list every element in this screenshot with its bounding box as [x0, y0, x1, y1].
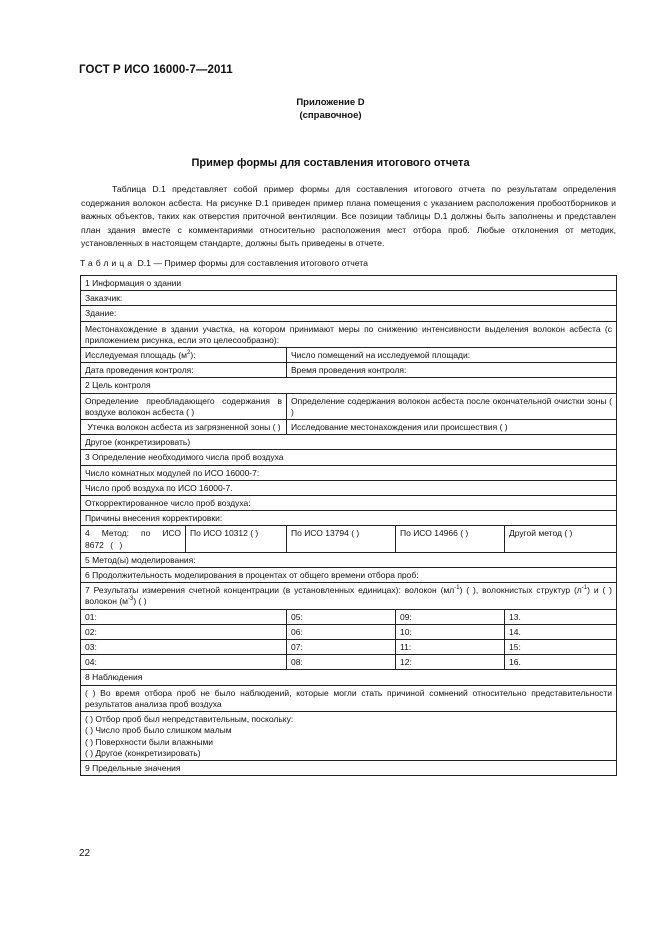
building-field[interactable]: Здание: [81, 306, 617, 321]
s7-sup-1: -1 [454, 585, 460, 592]
result-cell[interactable]: 15: [505, 640, 617, 655]
method-iso-8672-option[interactable]: 4 Метод: по ИСО 8672 ( ) [81, 526, 186, 552]
s7-text-1: 7 Результаты измерения счетной концентрации (в установленных единицах): волокон (мл [85, 585, 455, 596]
report-form-table [80, 275, 617, 776]
table-row [81, 640, 617, 655]
table-row [81, 393, 617, 419]
goal-other-field[interactable]: Другое (конкретизировать) [81, 435, 617, 450]
table-row [81, 276, 617, 291]
s9-heading: 9 Предельные значения [81, 760, 617, 775]
table-row [81, 363, 617, 378]
s6-heading[interactable]: 6 Продолжительность моделирования в процентах от общего времени отбора проб: [81, 568, 617, 583]
table-row [81, 670, 617, 685]
other-reason-option[interactable]: ( ) Другое (конкретизировать) [85, 747, 201, 758]
table-row [81, 760, 617, 775]
result-cell[interactable]: 07: [287, 640, 396, 655]
area-suffix: ): [190, 350, 196, 361]
method-iso-13794-option[interactable]: По ИСО 13794 ( ) [287, 526, 396, 552]
result-cell[interactable]: 02: [81, 624, 287, 639]
intro-paragraph: Таблица D.1 представляет собой пример формы для составления итогового отчета по результатам определения содержания волокон асбеста. На рисунке D.1 приведен пример плана помещения с указанием расположения пробоотборников и важных объектов, таких как отверстия приточной вентиляции. Все позиции таблицы D.1 должны быть заполнены и представлен план здания вместе с комментариями относительно расположения мест отбора проб. Любые отклонения от методик, установленных в настоящем стандарте, должны быть приведены в отчете. [81, 184, 616, 249]
table-row [81, 712, 617, 761]
table-row [81, 420, 617, 435]
control-time-field[interactable]: Время проведения контроля: [287, 363, 617, 378]
not-representative-option[interactable]: ( ) Отбор проб был непредставительным, поскольку: [85, 714, 294, 725]
table-row [81, 348, 617, 363]
rooms-count-field[interactable]: Число помещений на исследуемой площади: [287, 348, 617, 363]
s5-heading[interactable]: 5 Метод(ы) моделирования: [81, 552, 617, 567]
document-header: ГОСТ Р ИСО 16000-7—2011 [79, 64, 233, 76]
method-other-option[interactable]: Другой метод ( ) [505, 526, 617, 552]
s7-text-4: ) ( ) [133, 596, 147, 607]
table-row [81, 655, 617, 670]
table-row [81, 306, 617, 321]
table-row [81, 435, 617, 450]
area-field[interactable] [81, 348, 287, 363]
table-row [81, 378, 617, 393]
method-iso-10312-option[interactable]: По ИСО 10312 ( ) [186, 526, 287, 552]
air-samples-field[interactable]: Число проб воздуха по ИСО 16000-7. [81, 480, 617, 495]
goal-predominant-option[interactable]: Определение преобладающего содержания в воздухе волокон асбеста ( ) [81, 393, 287, 419]
s7-sup-2: -1 [581, 585, 588, 592]
table-row [81, 321, 617, 347]
s8-heading: 8 Наблюдения [81, 670, 617, 685]
customer-field[interactable]: Заказчик: [81, 291, 617, 306]
appendix-heading [0, 96, 661, 122]
s7-heading [81, 583, 617, 609]
table-row [81, 526, 617, 552]
goal-after-cleanup-option[interactable]: Определение содержания волокон асбеста после окончательной очистки зоны ( ) [287, 393, 617, 419]
result-cell[interactable]: 09: [396, 609, 505, 624]
area-label: Исследуемая площадь (м [85, 350, 188, 361]
area-sup: 2 [187, 350, 191, 357]
too-few-samples-option[interactable]: ( ) Число проб было слишком малым [85, 725, 232, 736]
wet-surfaces-option[interactable]: ( ) Поверхности были влажными [85, 736, 214, 747]
section-title: Пример формы для составления итогового отчета [191, 157, 470, 169]
table-caption-text: — Пример формы для составления итогового отчета [153, 258, 368, 268]
no-observations-option[interactable]: ( ) Во время отбора проб не было наблюдений, которые могли стать причиной сомнений относительно представительности результатов анализа проб воздуха [81, 685, 617, 711]
result-cell[interactable]: 04: [81, 655, 287, 670]
s7-sup-3: -3 [128, 596, 134, 603]
goal-leak-option[interactable]: Утечка волокон асбеста из загрязненной зоны ( ) [81, 420, 287, 435]
appendix-type: (справочное) [299, 110, 362, 121]
result-cell[interactable]: 13. [505, 609, 617, 624]
control-date-field[interactable]: Дата проведения контроля: [81, 363, 287, 378]
table-row [81, 609, 617, 624]
result-cell[interactable]: 12: [396, 655, 505, 670]
table-row [81, 465, 617, 480]
result-cell[interactable]: 01: [81, 609, 287, 624]
table-row [81, 480, 617, 495]
correction-reasons-field[interactable]: Причины внесения корректировки: [81, 511, 617, 526]
s3-heading: 3 Определение необходимого числа проб воздуха [81, 450, 617, 465]
result-cell[interactable]: 16. [505, 655, 617, 670]
location-field[interactable]: Местонахождение в здании участка, на котором принимают меры по снижению интенсивности выделения волокон асбеста (с приложением рисунка, если это целесообразно): [81, 321, 617, 347]
table-row [81, 450, 617, 465]
table-row [81, 552, 617, 567]
result-cell[interactable]: 06: [287, 624, 396, 639]
not-representative-block [81, 712, 617, 761]
table-row [81, 291, 617, 306]
table-row [81, 568, 617, 583]
page-number: 22 [79, 848, 91, 859]
result-cell[interactable]: 05: [287, 609, 396, 624]
table-caption-number: D.1 [137, 258, 152, 268]
s1-heading: 1 Информация о здании [81, 276, 617, 291]
table-row [81, 583, 617, 609]
corrected-samples-field[interactable]: Откорректированное число проб воздуха: [81, 496, 617, 511]
room-modules-field[interactable]: Число комнатных модулей по ИСО 16000-7: [81, 465, 617, 480]
s7-text-3: ) и ( ) волокон (м [85, 585, 613, 607]
result-cell[interactable]: 08: [287, 655, 396, 670]
result-cell[interactable]: 11: [396, 640, 505, 655]
result-cell[interactable]: 03: [81, 640, 287, 655]
table-row [81, 624, 617, 639]
table-row [81, 511, 617, 526]
s7-text-2: ) ( ), волокнистых структур (л [459, 585, 582, 596]
s2-heading: 2 Цель контроля [81, 378, 617, 393]
table-caption-label: Таблица [80, 258, 136, 268]
table-row [81, 496, 617, 511]
appendix-name: Приложение D [296, 97, 365, 108]
goal-investigation-option[interactable]: Исследование местонахождения или происшествия ( ) [287, 420, 617, 435]
table-row [81, 685, 617, 711]
result-cell[interactable]: 14. [505, 624, 617, 639]
method-iso-14966-option[interactable]: По ИСО 14966 ( ) [396, 526, 505, 552]
table-caption [80, 258, 368, 268]
result-cell[interactable]: 10: [396, 624, 505, 639]
